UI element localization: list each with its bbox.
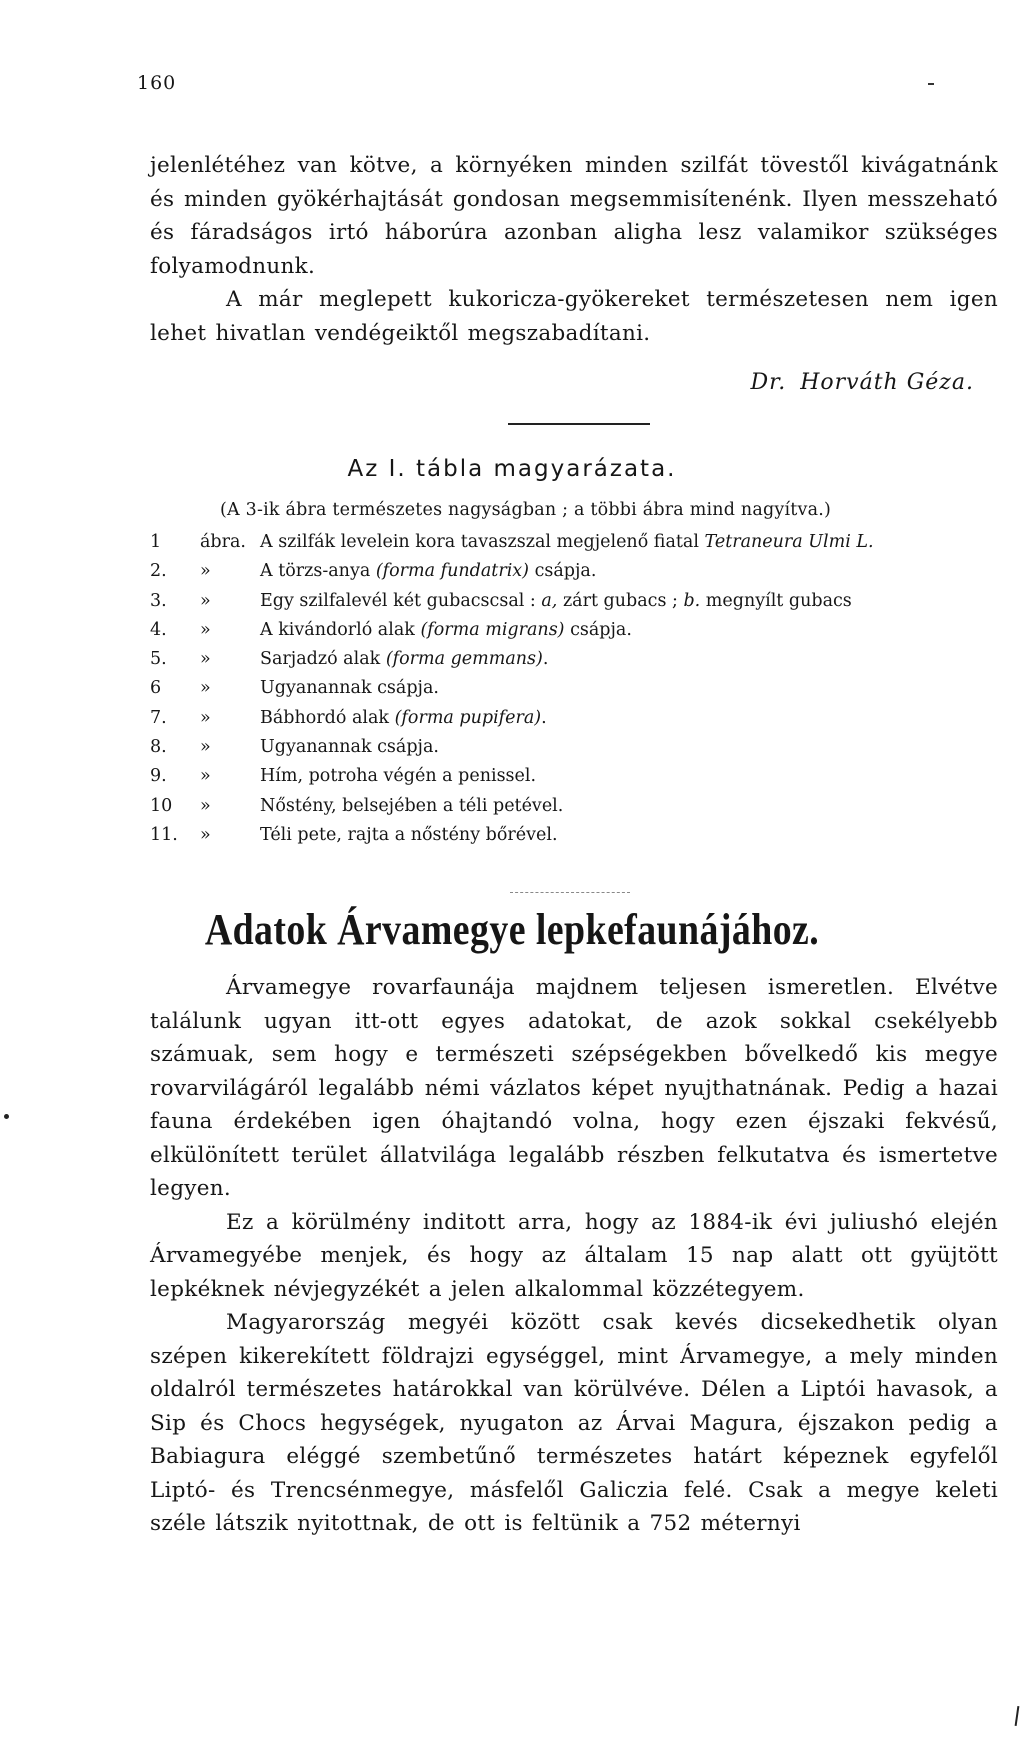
- article-title: Adatok Árvamegye lepkefaunájához.: [204, 905, 820, 954]
- intro-text: [150, 149, 998, 350]
- legend-number: 6: [150, 678, 162, 699]
- legend-description: [260, 557, 596, 586]
- legend-unit: »: [200, 707, 211, 728]
- legend-description: [260, 528, 874, 557]
- legend-item: [150, 587, 1000, 616]
- legend-text: Nőstény, belsejében a téli petével.: [260, 795, 564, 816]
- legend-number: 11.: [150, 824, 178, 845]
- legend-unit: »: [200, 561, 211, 582]
- legend-text: Bábhordó alak: [260, 707, 395, 728]
- legend-unit: »: [200, 619, 211, 640]
- legend-unit: »: [200, 590, 211, 611]
- legend-text: A törzs-anya: [260, 561, 376, 582]
- legend-latin-term: (forma migrans): [420, 619, 565, 640]
- legend-text: zárt gubacs ;: [557, 590, 684, 611]
- intro-paragraph: jelenlétéhez van kötve, a környéken minden szilfát tövestől kivágatnánk és minden gyökérhajtását gondosan megsemmisítenénk. Ilyen messzeható és fáradságos irtó háborúra azonban aligha lesz valamikor szükséges folyamodnunk.: [150, 153, 998, 279]
- legend-text: A szilfák levelein kora tavaszszal megjelenő fiatal: [260, 532, 705, 552]
- section-divider: [508, 423, 650, 425]
- legend-text: Hím, potroha végén a penissel.: [260, 766, 537, 787]
- section-divider: [510, 892, 630, 893]
- legend-text: A kivándorló alak: [260, 619, 421, 640]
- legend-latin-term: (forma gemmans): [385, 649, 543, 670]
- plate-heading: Az I. tábla magyarázata.: [347, 456, 677, 482]
- legend-description: [260, 587, 852, 616]
- legend-number: 9.: [150, 766, 167, 787]
- intro-paragraph: A már meglepett kukoricza-gyökereket természetesen nem igen lehet hivatlan vendégeiktől megszabadítani.: [150, 287, 998, 346]
- figure-legend: [150, 528, 1000, 850]
- legend-unit: »: [200, 737, 211, 758]
- legend-latin-term: a,: [541, 590, 558, 611]
- article-text: [150, 971, 998, 1541]
- legend-number: 7.: [150, 707, 167, 728]
- page-number: 160: [137, 72, 177, 94]
- print-speck: [1015, 1706, 1020, 1726]
- legend-description: [260, 645, 548, 674]
- legend-item: [150, 645, 1000, 674]
- legend-item: [150, 733, 1000, 762]
- legend-text: Egy szilfalevél két gubacscsal :: [260, 590, 542, 611]
- legend-item: [150, 704, 1000, 733]
- print-mark: [928, 83, 934, 85]
- legend-unit: »: [200, 766, 211, 787]
- legend-item: [150, 557, 1000, 586]
- author-name: Horváth Géza.: [800, 370, 974, 395]
- legend-description: [260, 704, 547, 733]
- legend-description: [260, 674, 439, 703]
- legend-item: [150, 674, 1000, 703]
- legend-unit: »: [200, 678, 211, 699]
- legend-number: 4.: [150, 619, 167, 640]
- legend-number: 5.: [150, 649, 167, 670]
- legend-text: csápja.: [529, 561, 597, 582]
- article-paragraph: Ez a körülmény inditott arra, hogy az 1884-ik évi juliushó elején Árvamegyébe menjek, és hogy az általam 15 nap alatt ott gyüjtött lepkéknek névjegyzékét a jelen alkalommal közzétegyem.: [150, 1209, 998, 1302]
- legend-latin-term: Tetraneura Ulmi L.: [704, 532, 874, 552]
- legend-number: 3.: [150, 590, 167, 611]
- legend-latin-term: (forma fundatrix): [375, 561, 529, 582]
- legend-item: [150, 762, 1000, 791]
- author-signature: [750, 370, 974, 395]
- print-speck: [4, 1114, 9, 1119]
- article-paragraph: Magyarország megyéi között csak kevés dicsekedhetik olyan szépen kikerekített földrajzi egységgel, mint Árvamegye, a mely minden oldalról természetes határokkal van körülvéve. Délen a Liptói havasok, a Sip és Chocs hegységek, nyugaton az Árvai Magura, éjszakon pedig a Babiagura eléggé szembetűnő természetes határt képeznek egyfelől Liptó- és Trencsénmegye, másfelől Galiczia felé. Csak a megye keleti széle látszik nyitottnak, de ott is feltünik a 752 méternyi: [150, 1310, 998, 1536]
- legend-text: megnyílt gubacs: [700, 590, 852, 611]
- legend-number: 2.: [150, 561, 167, 582]
- legend-unit: »: [200, 824, 211, 845]
- legend-text: .: [542, 649, 549, 670]
- legend-description: [260, 762, 536, 791]
- legend-description: [260, 792, 563, 821]
- legend-description: [260, 733, 439, 762]
- legend-text: .: [541, 707, 547, 728]
- legend-text: Sarjadzó alak: [260, 649, 386, 670]
- legend-description: [260, 616, 632, 645]
- article-paragraph: Árvamegye rovarfaunája majdnem teljesen ismeretlen. Elvétve találunk ugyan itt-ott egyes adatokat, de azok sokkal csekélyebb számuak, sem hogy e természeti szépségekben bővelkedő kis megye rovarvilágáról legalább némi vázlatos képet nyujthatnának. Pedig a hazai fauna érdekében igen óhajtandó volna, hogy ezen éjszaki fekvésű, elkülönített terület állatvilága legalább részben felkutatva és ismertetve legyen.: [150, 975, 998, 1201]
- legend-number: 10: [150, 795, 173, 816]
- legend-item: [150, 821, 1000, 850]
- legend-text: csápja.: [564, 619, 632, 640]
- legend-description: [260, 821, 558, 850]
- plate-note: (A 3-ik ábra természetes nagyságban ; a többi ábra mind nagyítva.): [220, 500, 832, 520]
- author-title: Dr.: [750, 370, 787, 395]
- legend-number: 8.: [150, 737, 167, 758]
- legend-item: [150, 792, 1000, 821]
- legend-latin-term: (forma pupifera): [394, 707, 542, 728]
- legend-unit: »: [200, 795, 211, 816]
- legend-text: Ugyanannak csápja.: [260, 737, 439, 758]
- legend-item: [150, 528, 1000, 557]
- legend-unit: »: [200, 649, 211, 670]
- legend-latin-term: b.: [683, 590, 701, 611]
- legend-item: [150, 616, 1000, 645]
- legend-text: Ugyanannak csápja.: [260, 678, 439, 699]
- legend-number: 1: [150, 532, 162, 552]
- legend-unit: ábra.: [200, 532, 246, 552]
- legend-text: Téli pete, rajta a nőstény bőrével.: [260, 824, 558, 845]
